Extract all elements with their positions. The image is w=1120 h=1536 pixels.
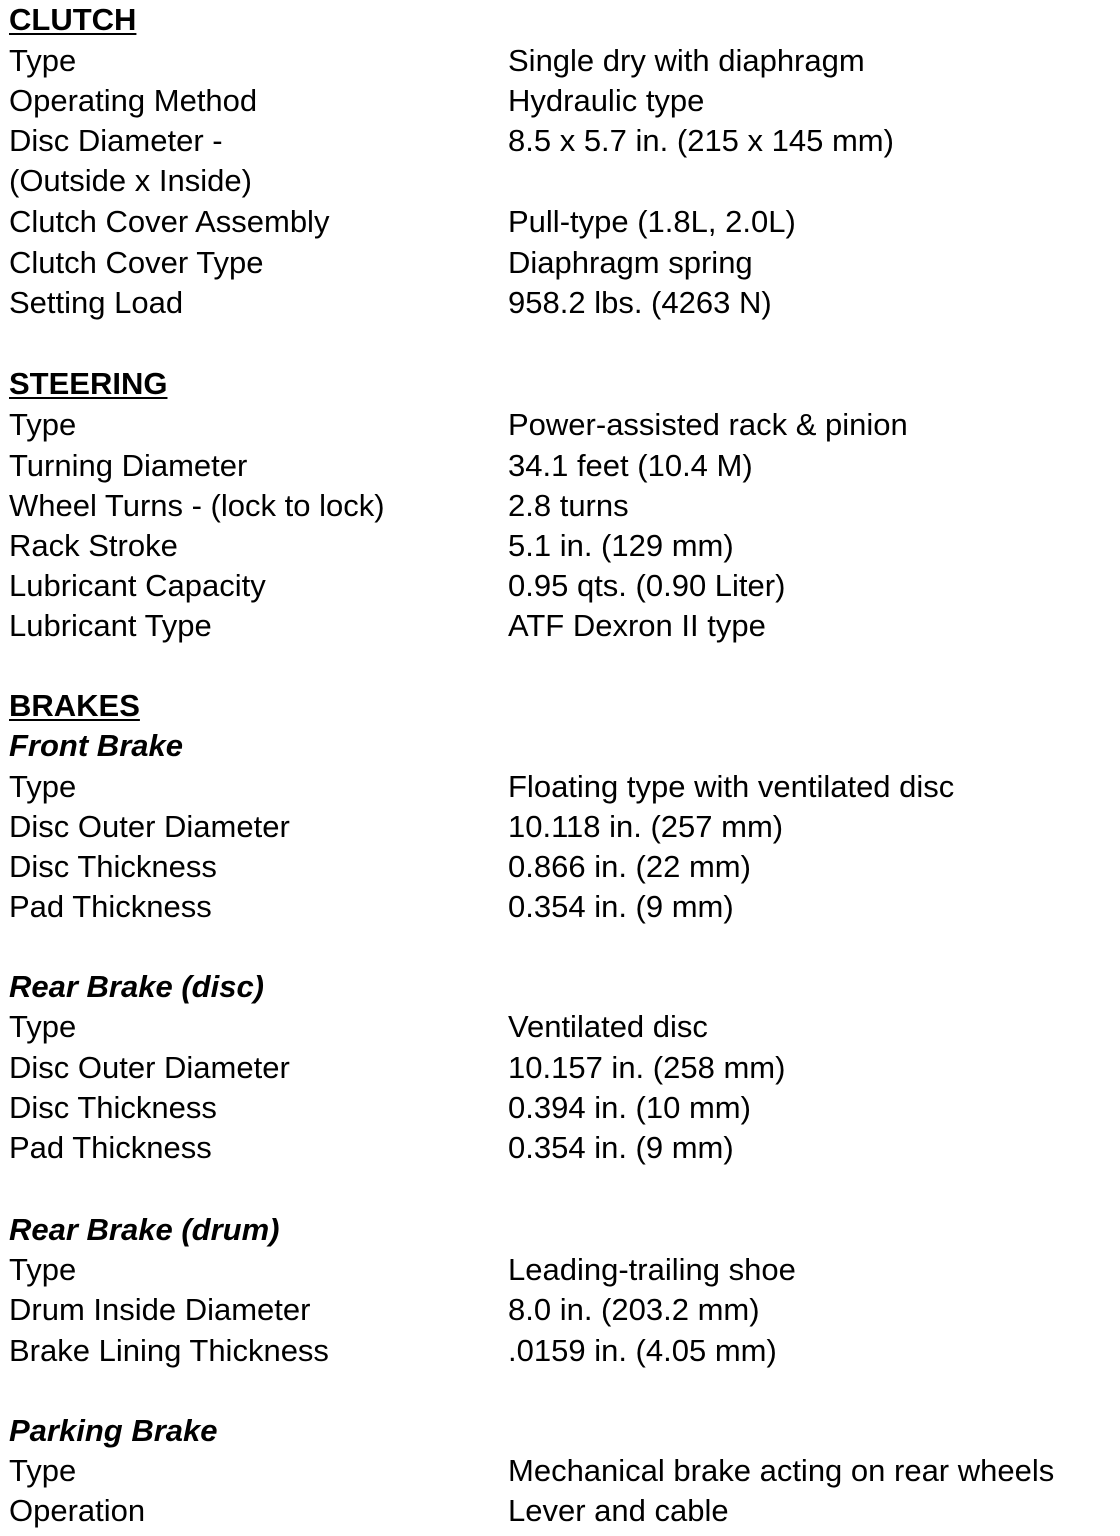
parking-brake-title: Parking Brake [9, 1413, 218, 1448]
front-brake-disc-thickness-label: Disc Thickness [9, 849, 217, 884]
rear-disc-type-value: Ventilated disc [508, 1009, 708, 1044]
steering-rack-stroke-label: Rack Stroke [9, 528, 178, 563]
parking-brake-type-label: Type [9, 1453, 77, 1488]
steering-rack-stroke-value: 5.1 in. (129 mm) [508, 528, 734, 563]
rear-drum-lining-thickness-label: Brake Lining Thickness [9, 1333, 329, 1368]
rear-drum-inside-diameter-label: Drum Inside Diameter [9, 1292, 311, 1327]
steering-lubricant-capacity-value: 0.95 qts. (0.90 Liter) [508, 568, 786, 603]
front-brake-disc-thickness-value: 0.866 in. (22 mm) [508, 849, 751, 884]
clutch-cover-type-value: Diaphragm spring [508, 245, 753, 280]
front-brake-type-value: Floating type with ventilated disc [508, 769, 955, 804]
rear-drum-inside-diameter-value: 8.0 in. (203.2 mm) [508, 1292, 760, 1327]
clutch-disc-diameter-value: 8.5 x 5.7 in. (215 x 145 mm) [508, 123, 894, 158]
rear-drum-type-label: Type [9, 1252, 77, 1287]
steering-turning-diameter-label: Turning Diameter [9, 448, 248, 483]
rear-drum-lining-thickness-value: .0159 in. (4.05 mm) [508, 1333, 777, 1368]
steering-wheel-turns-value: 2.8 turns [508, 488, 629, 523]
clutch-type-label: Type [9, 43, 77, 78]
rear-drum-brake-title: Rear Brake (drum) [9, 1212, 280, 1247]
clutch-cover-type-label: Clutch Cover Type [9, 245, 264, 280]
front-brake-disc-outer-diameter-label: Disc Outer Diameter [9, 809, 290, 844]
front-brake-pad-thickness-value: 0.354 in. (9 mm) [508, 889, 734, 924]
rear-disc-type-label: Type [9, 1009, 77, 1044]
steering-turning-diameter-value: 34.1 feet (10.4 M) [508, 448, 753, 483]
brakes-heading: BRAKES [9, 688, 140, 723]
parking-brake-operation-value: Lever and cable [508, 1493, 729, 1528]
steering-type-label: Type [9, 407, 77, 442]
clutch-setting-load-label: Setting Load [9, 285, 184, 320]
clutch-operating-method-label: Operating Method [9, 83, 258, 118]
front-brake-pad-thickness-label: Pad Thickness [9, 889, 212, 924]
rear-disc-outer-diameter-label: Disc Outer Diameter [9, 1050, 290, 1085]
steering-lubricant-type-value: ATF Dexron II type [508, 608, 766, 643]
steering-lubricant-capacity-label: Lubricant Capacity [9, 568, 266, 603]
steering-heading: STEERING [9, 366, 168, 401]
front-brake-type-label: Type [9, 769, 77, 804]
clutch-operating-method-value: Hydraulic type [508, 83, 705, 118]
front-brake-disc-outer-diameter-value: 10.118 in. (257 mm) [508, 809, 784, 844]
rear-disc-pad-thickness-value: 0.354 in. (9 mm) [508, 1130, 734, 1165]
clutch-cover-assembly-label: Clutch Cover Assembly [9, 204, 330, 239]
parking-brake-type-value: Mechanical brake acting on rear wheels [508, 1453, 1055, 1488]
clutch-setting-load-value: 958.2 lbs. (4263 N) [508, 285, 772, 320]
front-brake-title: Front Brake [9, 728, 183, 763]
steering-type-value: Power-assisted rack & pinion [508, 407, 908, 442]
clutch-cover-assembly-value: Pull-type (1.8L, 2.0L) [508, 204, 796, 239]
rear-drum-type-value: Leading-trailing shoe [508, 1252, 796, 1287]
rear-disc-brake-title: Rear Brake (disc) [9, 969, 265, 1004]
rear-disc-thickness-value: 0.394 in. (10 mm) [508, 1090, 751, 1125]
clutch-heading: CLUTCH [9, 2, 137, 37]
rear-disc-outer-diameter-value: 10.157 in. (258 mm) [508, 1050, 786, 1085]
steering-lubricant-type-label: Lubricant Type [9, 608, 212, 643]
clutch-type-value: Single dry with diaphragm [508, 43, 865, 78]
rear-disc-pad-thickness-label: Pad Thickness [9, 1130, 212, 1165]
clutch-disc-diameter-label: Disc Diameter - [9, 123, 223, 158]
steering-wheel-turns-label: Wheel Turns - (lock to lock) [9, 488, 385, 523]
clutch-disc-diameter-label-cont: (Outside x Inside) [9, 163, 252, 198]
rear-disc-thickness-label: Disc Thickness [9, 1090, 217, 1125]
parking-brake-operation-label: Operation [9, 1493, 146, 1528]
